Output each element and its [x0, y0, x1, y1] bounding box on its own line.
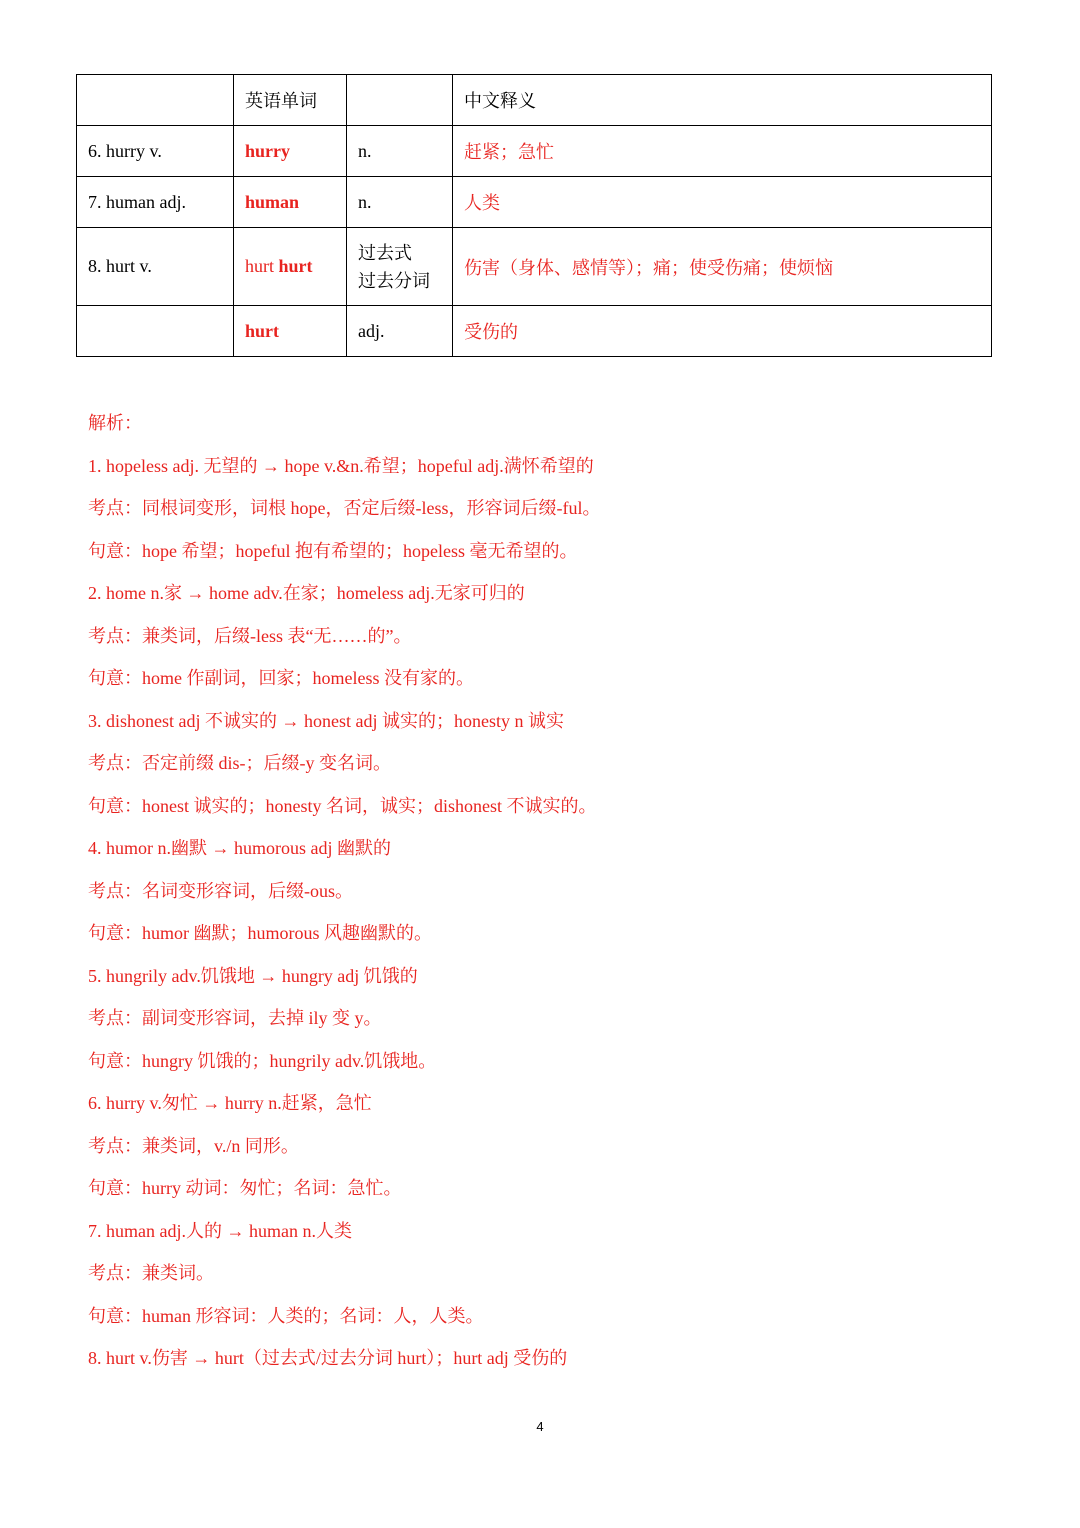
derived-form-answer: hurry	[245, 140, 290, 161]
derived-form-answer: hurt	[245, 320, 280, 341]
analysis-line: 句意：hope 希望；hopeful 抱有希望的；hopeless 毫无希望的。	[88, 540, 578, 561]
analysis-line: 考点：兼类词，v./n 同形。	[88, 1135, 299, 1156]
analysis-line: 考点：副词变形容词，去掉 ily 变 y。	[88, 1008, 382, 1028]
header-cell-chinese-meaning: 中文释义	[453, 75, 992, 126]
meaning-cell: 人类	[453, 177, 992, 228]
meaning-cell: 伤害（身体、感情等）；痛；使受伤痛；使烦恼	[453, 228, 992, 306]
derived-form-cell	[234, 126, 347, 177]
analysis-line: 考点：兼类词，后缀-less 表“无……的”。	[88, 625, 412, 646]
analysis-line: 考点：兼类词。	[88, 1263, 214, 1283]
derived-form-cell	[234, 306, 347, 357]
part-of-speech-cell: n.	[347, 177, 453, 228]
part-of-speech-cell: n.	[347, 126, 453, 177]
analysis-line: 句意：hungry 饥饿的；hungrily adv.饥饿地。	[88, 1050, 437, 1071]
table-row	[77, 306, 992, 357]
analysis-line: 句意：honest 诚实的；honesty 名词，诚实；dishonest 不诚实的。	[88, 795, 597, 816]
base-word-cell: 6. hurry v.	[77, 126, 234, 177]
analysis-line: 句意：human 形容词：人类的；名词：人，人类。	[88, 1305, 484, 1326]
derived-form-cell	[234, 228, 347, 306]
analysis-line: 4. humor n.幽默 → humorous adj 幽默的	[88, 838, 391, 858]
part-of-speech-line: 过去式	[358, 242, 412, 263]
table-row	[77, 228, 992, 306]
analysis-line: 句意：home 作副词，回家；homeless 没有家的。	[88, 668, 474, 688]
table-row	[77, 177, 992, 228]
base-word-cell: 8. hurt v.	[77, 228, 234, 306]
meaning-cell: 赶紧；急忙	[453, 126, 992, 177]
derived-form-answer: hurt	[278, 256, 313, 276]
analysis-line: 8. hurt v.伤害 → hurt（过去式/过去分词 hurt）；hurt adj 受伤的	[88, 1348, 568, 1368]
analysis-line: 2. home n.家 → home adv.在家；homeless adj.无家可归的	[88, 583, 525, 603]
header-cell-blank	[77, 75, 234, 126]
analysis-heading: 解析：	[88, 413, 142, 433]
analysis-line: 考点：否定前缀 dis-；后缀-y 变名词。	[88, 753, 391, 773]
part-of-speech-cell: adj.	[347, 306, 453, 357]
vocabulary-table	[76, 74, 992, 357]
analysis-line: 句意：hurry 动词：匆忙；名词：急忙。	[88, 1178, 402, 1198]
derived-form-answer: human	[245, 191, 300, 212]
analysis-line: 考点：同根词变形，词根 hope，否定后缀-less，形容词后缀-ful。	[88, 498, 601, 518]
header-cell-blank	[347, 75, 453, 126]
header-cell-english-word: 英语单词	[234, 75, 347, 126]
meaning-cell: 受伤的	[453, 306, 992, 357]
table-header-row	[77, 75, 992, 126]
derived-form-cell	[234, 177, 347, 228]
table-row	[77, 126, 992, 177]
derived-form-plain: hurt	[245, 256, 279, 276]
page-number: 4	[536, 1419, 544, 1434]
part-of-speech-line: 过去分词	[358, 270, 430, 291]
analysis-line: 1. hopeless adj. 无望的 → hope v.&n.希望；hopeful adj.满怀希望的	[88, 455, 594, 476]
base-word-cell	[77, 306, 234, 357]
analysis-line: 3. dishonest adj 不诚实的 → honest adj 诚实的；honesty n 诚实	[88, 710, 564, 731]
base-word-cell: 7. human adj.	[77, 177, 234, 228]
analysis-line: 5. hungrily adv.饥饿地 → hungry adj 饥饿的	[88, 965, 418, 986]
analysis-line: 考点：名词变形容词，后缀-ous。	[88, 880, 353, 901]
analysis-line: 6. hurry v.匆忙 → hurry n.赶紧，急忙	[88, 1093, 372, 1113]
analysis-line: 7. human adj.人的 → human n.人类	[88, 1220, 352, 1241]
analysis-line: 句意：humor 幽默；humorous 风趣幽默的。	[88, 923, 432, 943]
analysis-section	[88, 402, 988, 1380]
part-of-speech-cell	[347, 228, 453, 306]
